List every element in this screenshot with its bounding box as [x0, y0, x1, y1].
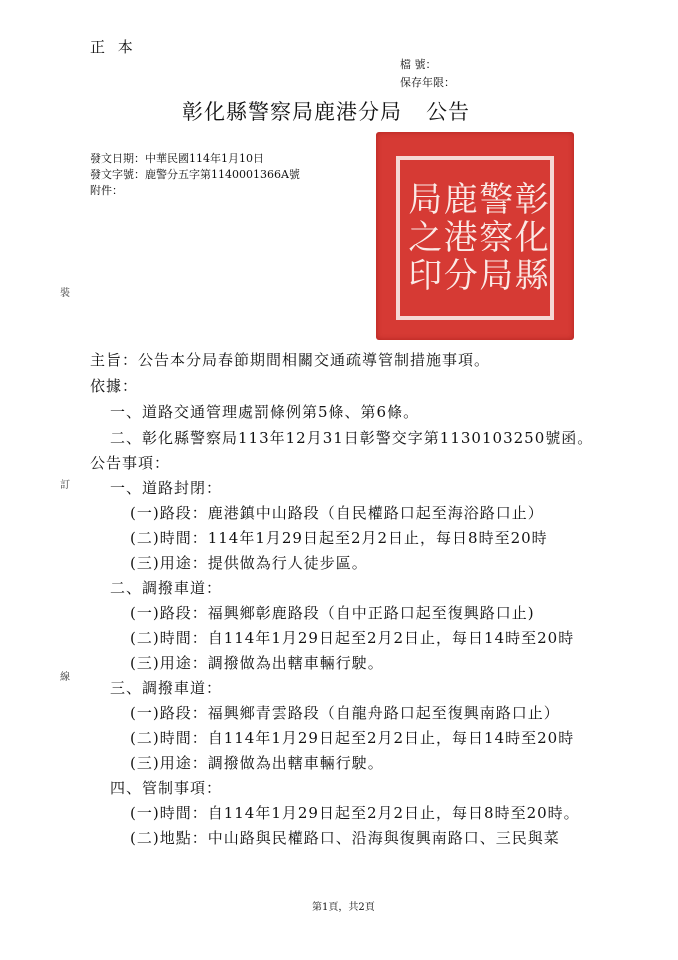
issue-number: 發文字號：鹿警分五字第1140001366A號 [90, 168, 300, 181]
document-kind: 公告 [426, 100, 470, 124]
section-time: (二)時間：114年1月29日起至2月2日止，每日8時至20時 [130, 529, 548, 547]
seal-column: 局之印 [401, 181, 442, 295]
section-time: (一)時間：自114年1月29日起至2月2日止，每日8時至20時。 [130, 804, 580, 822]
section-use: (三)用途：調撥做為出轄車輛行駛。 [130, 654, 384, 672]
section-heading: 一、道路封閉： [110, 479, 223, 497]
section-place: (二)地點：中山路與民權路口、沿海與復興南路口、三民與菜 [130, 829, 560, 847]
basis-label: 依據： [90, 377, 139, 395]
document-title [182, 96, 470, 126]
attachment-label: 附件： [90, 184, 123, 197]
official-seal [376, 132, 574, 340]
page-footer: 第1頁，共2頁 [312, 902, 375, 913]
subject-line: 主旨：公告本分局春節期間相關交通疏導管制措施事項。 [90, 351, 491, 369]
retention-period-label: 保存年限： [400, 76, 455, 89]
binding-mark-zhuang: 裝 [60, 288, 70, 299]
basis-item: 一、道路交通管理處罰條例第5條、第6條。 [110, 403, 420, 421]
section-time: (二)時間：自114年1月29日起至2月2日止，每日14時至20時 [130, 629, 575, 647]
seal-column: 鹿港分 [437, 181, 478, 295]
section-heading: 三、調撥車道： [110, 679, 223, 697]
section-use: (三)用途：調撥做為出轄車輛行駛。 [130, 754, 384, 772]
binding-mark-ding: 訂 [60, 480, 70, 491]
notice-label: 公告事項： [90, 454, 171, 472]
file-number-label: 檔 號： [400, 58, 437, 71]
section-road: (一)路段：福興鄉彰鹿路段（自中正路口起至復興路口止) [130, 604, 535, 622]
binding-mark-xian: 線 [60, 672, 70, 683]
seal-column: 彰化縣 [508, 181, 549, 295]
section-time: (二)時間：自114年1月29日起至2月2日止，每日14時至20時 [130, 729, 575, 747]
seal-border [396, 156, 554, 320]
section-heading: 二、調撥車道： [110, 579, 223, 597]
original-copy-mark: 正 本 [90, 38, 137, 56]
section-heading: 四、管制事項： [110, 779, 223, 797]
agency-name: 彰化縣警察局鹿港分局 [182, 100, 402, 124]
basis-item: 二、彰化縣警察局113年12月31日彰警交字第1130103250號函。 [110, 429, 594, 447]
seal-column: 警察局 [472, 181, 513, 295]
section-use: (三)用途：提供做為行人徒步區。 [130, 554, 368, 572]
section-road: (一)路段：福興鄉青雲路段（自龍舟路口起至復興南路口止） [130, 704, 560, 722]
issue-date: 發文日期：中華民國114年1月10日 [90, 152, 264, 165]
section-road: (一)路段：鹿港鎮中山路段（自民權路口起至海浴路口止） [130, 504, 544, 522]
